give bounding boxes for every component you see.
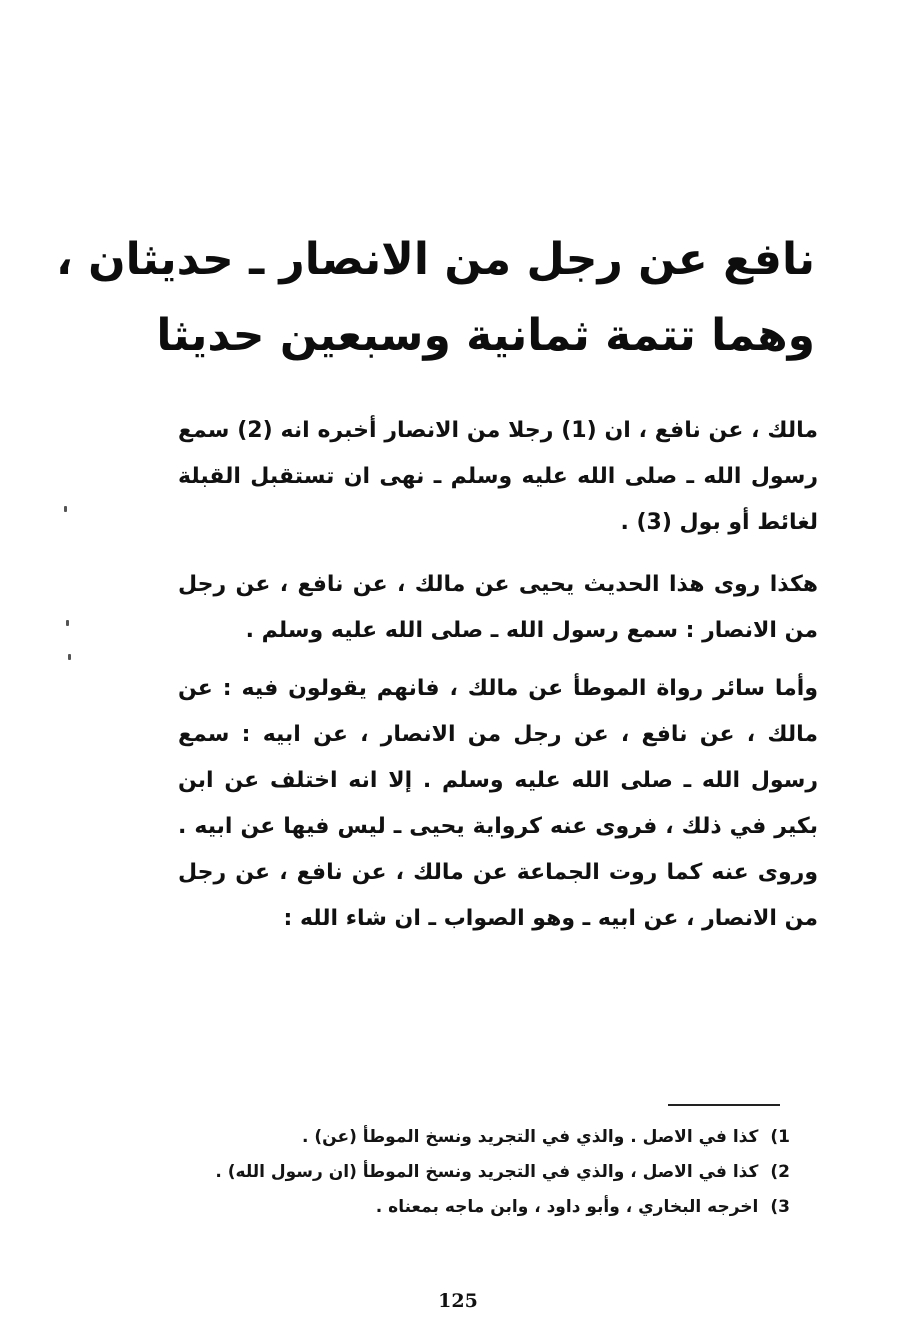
- footnote-item: [150, 1190, 790, 1225]
- title-line-1: نافع عن رجل من الانصار ـ حديثان ،: [56, 234, 815, 285]
- paragraph-hadith-text: مالك ، عن نافع ، ان (1) رجلا من الانصار أخبره انه (2) سمع رسول الله ـ صلى الله عليه وسلم ـ نهى ان تستقبل القبلة لغائط أو بول (3) .: [178, 418, 818, 535]
- footnote-number: 3): [770, 1197, 790, 1217]
- footnotes: [150, 1120, 790, 1225]
- footnote-text: اخرجه البخاري ، وأبو داود ، وابن ماجه بمعناه .: [375, 1197, 759, 1217]
- paragraph-other-narrators: وأما سائر رواة الموطأ عن مالك ، فانهم يقولون فيه : عن مالك ، عن نافع ، عن رجل من الانصار ، عن ابيه : سمع رسول الله ـ صلى الله عليه وسلم . إلا انه اختلف عن ابن بكير في ذلك ، فروى عنه كرواية يحيى ـ ليس فيها عن ابيه . وروى عنه كما روت الجماعة عن مالك ، عن نافع ، عن رجل من الانصار ، عن ابيه ـ وهو الصواب ـ ان شاء الله :: [178, 676, 818, 931]
- scan-speck: [66, 620, 69, 626]
- footnote-text: كذا في الاصل ، والذي في التجريد ونسخ الموطأ (ان رسول الله) .: [215, 1162, 759, 1182]
- section-title: [56, 222, 815, 374]
- footnote-number: 2): [770, 1162, 790, 1182]
- paragraph-yahya-narration: هكذا روى هذا الحديث يحيى عن مالك ، عن نافع ، عن رجل من الانصار : سمع رسول الله ـ صلى الله عليه وسلم .: [178, 572, 818, 643]
- footnote-item: [150, 1155, 790, 1190]
- page-number: 125: [438, 1290, 478, 1312]
- scan-speck: [68, 654, 71, 660]
- title-line-2: وهما تتمة ثمانية وسبعين حديثا: [156, 310, 815, 361]
- footnote-number: 1): [770, 1127, 790, 1147]
- footnote-item: [150, 1120, 790, 1155]
- scan-speck: [64, 506, 67, 512]
- footnote-text: كذا في الاصل . والذي في التجريد ونسخ الموطأ (عن) .: [302, 1127, 759, 1147]
- footnote-divider: [668, 1104, 780, 1106]
